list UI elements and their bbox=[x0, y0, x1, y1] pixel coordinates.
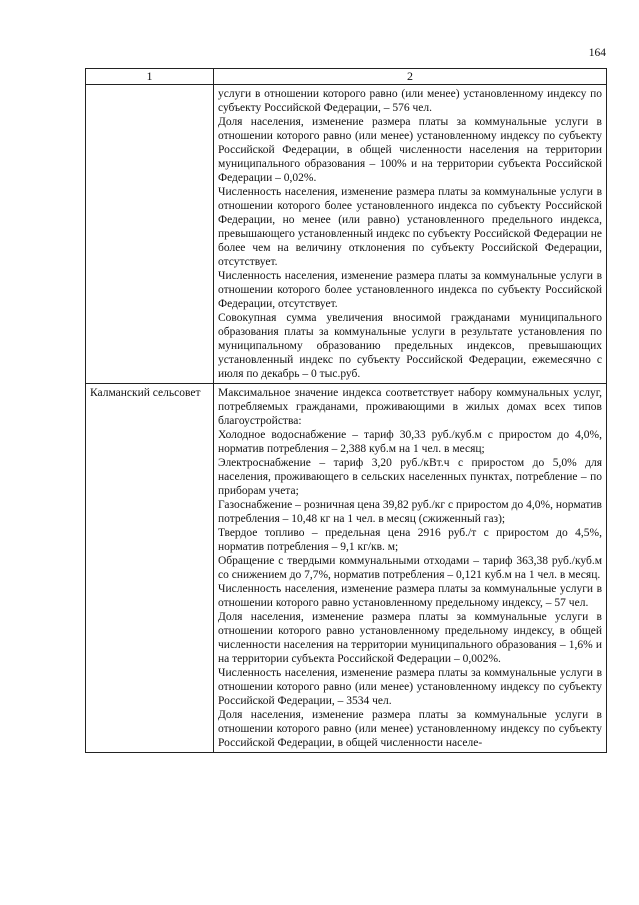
paragraph: Максимальное значение индекса соответствует набору коммунальных услуг, потребляемых гражданами, проживающими в жилых домах всех типов благоустройства: bbox=[218, 387, 602, 427]
paragraph: услуги в отношении которого равно (или менее) установленному индексу по субъекту Российской Федерации, – 576 чел. bbox=[218, 88, 602, 114]
row-content bbox=[214, 384, 607, 753]
page-number: 164 bbox=[588, 47, 606, 59]
row-label: Калманский сельсовет bbox=[86, 384, 214, 753]
paragraph: Электроснабжение – тариф 3,20 руб./кВт.ч с приростом до 5,0% для населения, проживающего в сельских населенных пунктах, потребление – по приборам учета; bbox=[218, 457, 602, 497]
table-row bbox=[86, 85, 607, 384]
paragraph: Твердое топливо – предельная цена 2916 руб./т с приростом до 4,5%, норматив потребления – 9,1 кг/кв. м; bbox=[218, 527, 602, 553]
paragraph: Газоснабжение – розничная цена 39,82 руб./кг с приростом до 4,0%, норматив потребления – 10,48 кг на 1 чел. в месяц (сжиженный газ); bbox=[218, 499, 602, 525]
paragraph: Численность населения, изменение размера платы за коммунальные услуги в отношении которого равно установленному предельному индексу, – 57 чел. bbox=[218, 583, 602, 609]
table-row bbox=[86, 384, 607, 753]
paragraph: Численность населения, изменение размера платы за коммунальные услуги в отношении которого более установленного индекса по субъекту Российской Федерации, но менее (или равно) установленного предельного индекса, превышающего установленный индекс по субъекту Российской Федерации не более чем на величину отклонения по субъекту Российской Федерации, отсутствует. bbox=[218, 186, 602, 268]
column-header-1: 1 bbox=[86, 69, 214, 85]
data-table bbox=[85, 68, 607, 753]
paragraph: Совокупная сумма увеличения вносимой гражданами муниципального образования платы за коммунальные услуги в результате установления по муниципальному образованию предельных индексов, превышающих установленный индекс по субъекту Российской Федерации, ежемесячно с июля по декабрь – 0 тыс.руб. bbox=[218, 312, 602, 380]
column-header-2: 2 bbox=[214, 69, 607, 85]
table-header-row bbox=[86, 69, 607, 85]
paragraph: Обращение с твердыми коммунальными отходами – тариф 363,38 руб./куб.м со снижением до 7,7%, норматив потребления – 0,121 куб.м на 1 чел. в месяц. bbox=[218, 555, 602, 581]
row-label bbox=[86, 85, 214, 384]
paragraph: Численность населения, изменение размера платы за коммунальные услуги в отношении которого более установленного индекса по субъекту Российской Федерации, отсутствует. bbox=[218, 270, 602, 310]
row-content bbox=[214, 85, 607, 384]
paragraph: Доля населения, изменение размера платы за коммунальные услуги в отношении которого равно (или менее) установленному индексу по субъекту Российской Федерации, в общей численности населения на территории муниципального образования – 100% и на территории субъекта Российской Федерации – 0,02%. bbox=[218, 116, 602, 184]
paragraph: Холодное водоснабжение – тариф 30,33 руб./куб.м с приростом до 4,0%, норматив потребления – 2,388 куб.м на 1 чел. в месяц; bbox=[218, 429, 602, 455]
paragraph: Доля населения, изменение размера платы за коммунальные услуги в отношении которого равно (или менее) установленному индексу по субъекту Российской Федерации, в общей численности населе- bbox=[218, 709, 602, 749]
paragraph: Доля населения, изменение размера платы за коммунальные услуги в отношении которого равно установленному предельному индексу, в общей численности населения на территории муниципального образования – 1,6% и на территории субъекта Российской Федерации – 0,002%. bbox=[218, 611, 602, 665]
paragraph: Численность населения, изменение размера платы за коммунальные услуги в отношении которого равно (или менее) установленному индексу по субъекту Российской Федерации, – 3534 чел. bbox=[218, 667, 602, 707]
